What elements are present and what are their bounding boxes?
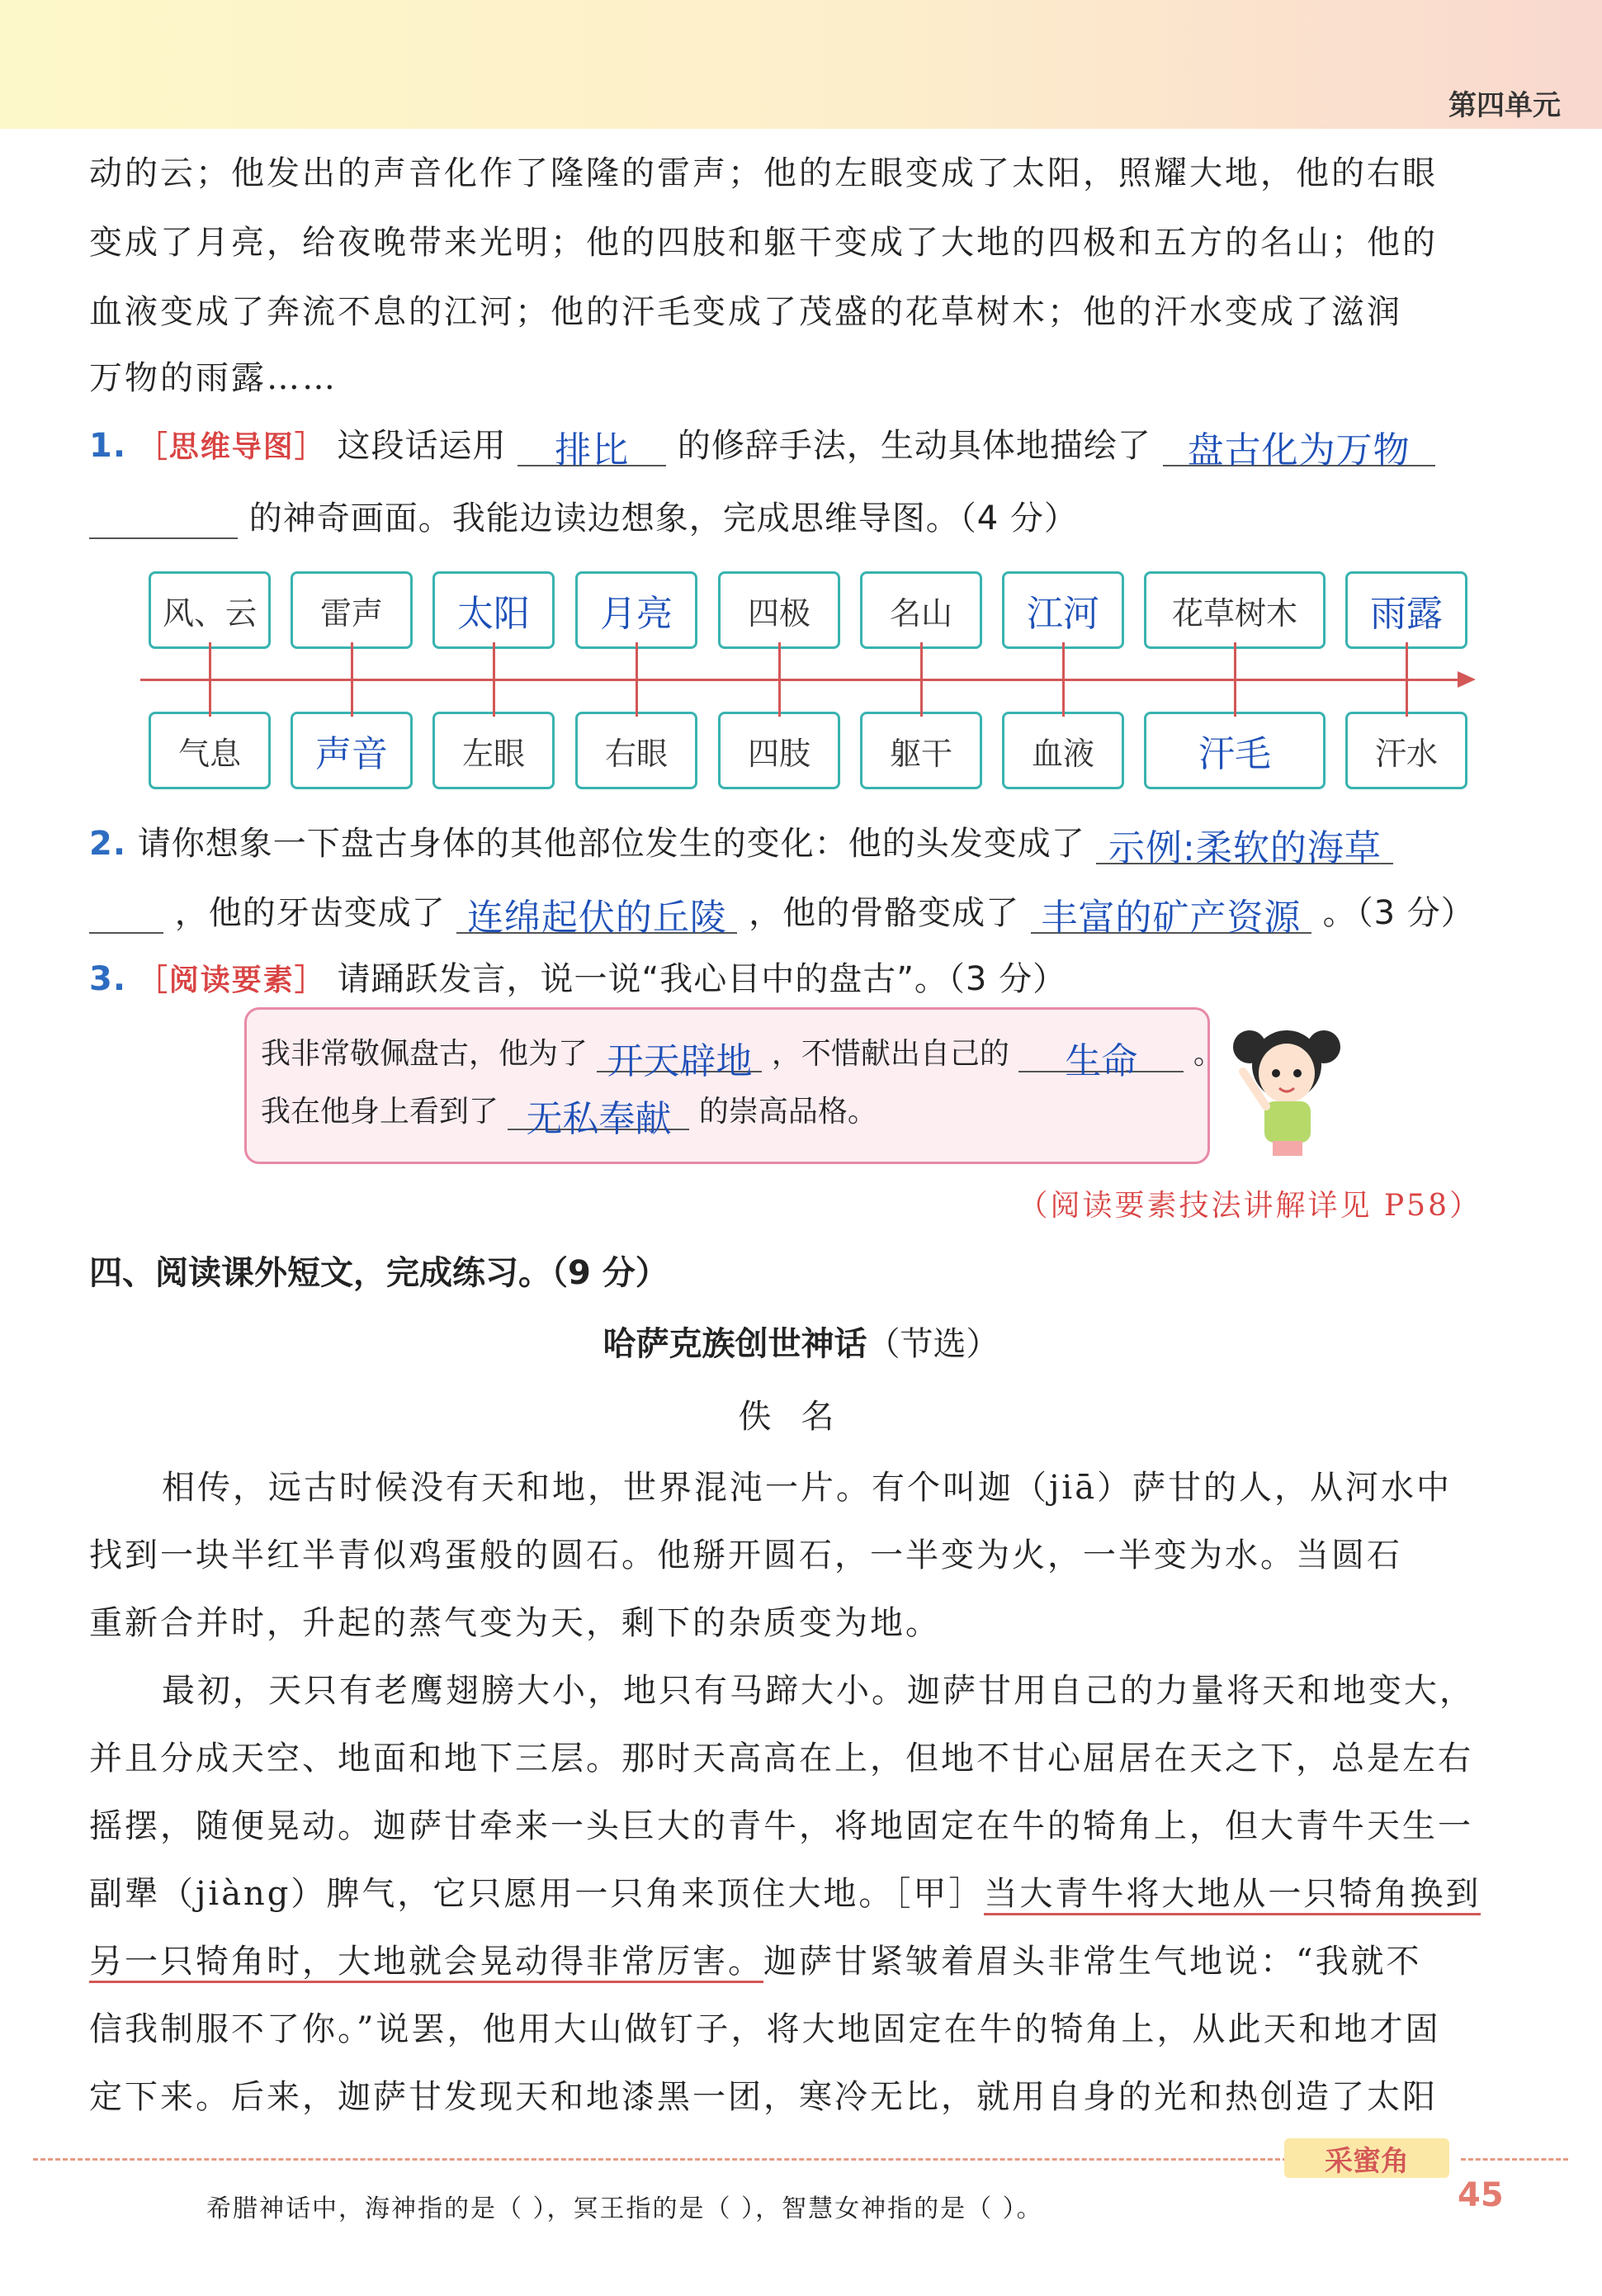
mind-map-connector (1406, 642, 1408, 717)
unit-label: 第四单元 (1448, 89, 1561, 122)
mind-map-box-bottom[interactable]: 汗毛 (1144, 712, 1326, 789)
underlined-sentence-cont: 另一只犄角时，大地就会晃动得非常厉害。 (89, 1943, 763, 1983)
q1-blank-b[interactable] (1163, 420, 1435, 471)
q2-line (89, 817, 1393, 869)
q2-number: 2. (89, 825, 127, 863)
bubble-text-b: ，不惜献出自己的 (771, 1037, 1009, 1071)
reading-tip-note: （阅读要素技法讲解详见 P58） (1018, 1189, 1481, 1223)
bubble-text-d: 我在他身上看到了 (261, 1095, 499, 1129)
q1-blank-a[interactable] (517, 420, 666, 471)
mind-map-connector (351, 642, 353, 717)
mind-map-box-top[interactable]: 雨露 (1345, 571, 1467, 649)
girl-illustration (1225, 1014, 1349, 1162)
mind-map-connector (493, 642, 495, 717)
q2-text-b: ，他的牙齿变成了 (174, 894, 446, 932)
q3-blank-a[interactable] (597, 1031, 762, 1082)
corner-tag: 采蜜角 (1284, 2138, 1449, 2178)
q2-line-2 (89, 887, 1475, 939)
bubble-line-1 (261, 1030, 1223, 1082)
q2-blank-c[interactable] (1031, 888, 1311, 939)
bubble-text-c: 。 (1193, 1037, 1223, 1071)
story-line-text: 迦萨甘紧皱着眉头非常生气地说：“我就不 (763, 1943, 1422, 1981)
page-number: 45 (1458, 2176, 1504, 2214)
q3-number: 3. (89, 960, 127, 998)
q2-answer-b: 连绵起伏的丘陵 (466, 897, 727, 939)
q2-blank-a[interactable] (1096, 818, 1393, 869)
mind-map-box-bottom[interactable]: 声音 (291, 712, 413, 789)
q1-blank-b-cont (89, 493, 238, 539)
q1-answer-a: 排比 (555, 429, 630, 471)
mind-map-box-top[interactable]: 太阳 (432, 571, 555, 649)
passage-line: 万物的雨露…… (89, 359, 338, 397)
mind-map-box-top: 花草树木 (1144, 571, 1326, 649)
q1-answer-b: 盘古化为万物 (1187, 429, 1411, 471)
mind-map-box-top: 名山 (860, 571, 982, 649)
marker-jia: ［甲］ (894, 1875, 985, 1913)
mind-map-connector (778, 642, 781, 717)
mind-map-box-bottom: 躯干 (860, 712, 982, 789)
mind-map-box-bottom: 气息 (149, 712, 271, 789)
mind-map-box-bottom: 血液 (1002, 712, 1124, 789)
passage-line: 变成了月亮，给夜晚带来光明；他的四肢和躯干变成了大地的四极和五方的名山；他的 (89, 224, 1438, 262)
mind-map-box-bottom: 左眼 (432, 712, 555, 789)
story-line (89, 1859, 1492, 1929)
footer-divider (1461, 2158, 1568, 2161)
q3-answer-c: 无私奉献 (526, 1098, 672, 1140)
mind-map-box-top[interactable]: 江河 (1002, 571, 1124, 649)
q1-line (89, 419, 1435, 471)
q2-text-c: ，他的骨骼变成了 (749, 894, 1020, 932)
story-title-main: 哈萨克族创世神话 (603, 1325, 867, 1363)
bubble-text-e: 的崇高品格。 (698, 1095, 877, 1129)
story-line: 相传，远古时候没有天和地，世界混沌一片。有个叫迦（jiā）萨甘的人，从河水中 (162, 1469, 1453, 1507)
story-line: 信我制服不了你。”说罢，他用大山做钉子，将大地固定在牛的犄角上，从此天和地才固 (89, 2010, 1441, 2048)
header-band (0, 0, 1602, 129)
mind-map-connector (1234, 642, 1236, 717)
story-line: 摇摆，随便晃动。迦萨甘牵来一头巨大的青牛，将地固定在牛的犄角上，但大青牛天生一 (89, 1807, 1473, 1845)
q1-text-b: 的修辞手法，生动具体地描绘了 (677, 427, 1151, 465)
q2-blank-b[interactable] (456, 888, 737, 939)
q2-blank-a-cont (89, 888, 163, 934)
q1-line-2 (89, 492, 1078, 539)
story-line-text: 副犟（jiàng）脾气，它只愿用一只角来顶住大地。 (89, 1875, 895, 1913)
story-author: 佚名 (738, 1398, 864, 1436)
q2-answer-c: 丰富的矿产资源 (1041, 897, 1302, 939)
q2-text-d: 。（3 分） (1322, 894, 1475, 932)
q3-answer-b: 生命 (1065, 1040, 1138, 1082)
story-line: 重新合并时，升起的蒸气变为天，剩下的杂质变为地。 (89, 1604, 941, 1642)
story-line: 最初，天只有老鹰翅膀大小，地只有马蹄大小。迦萨甘用自己的力量将天和地变大， (162, 1672, 1475, 1710)
story-line (89, 1927, 1492, 1996)
mind-map-box-top: 雷声 (291, 571, 413, 649)
bubble-text-a: 我非常敬佩盘古，他为了 (261, 1037, 588, 1071)
q2-answer-a: 示例:柔软的海草 (1108, 827, 1382, 869)
section-4-title: 四、阅读课外短文，完成练习。（9 分） (89, 1254, 669, 1292)
story-line: 定下来。后来，迦萨甘发现天和地漆黑一团，寒冷无比，就用自身的光和热创造了太阳 (89, 2078, 1438, 2116)
mind-map-connector (636, 642, 638, 717)
mind-map-box-bottom: 四肢 (718, 712, 840, 789)
q2-text-a: 请你想象一下盘古身体的其他部位发生的变化：他的头发变成了 (137, 825, 1085, 863)
story-line: 找到一块半红半青似鸡蛋般的圆石。他掰开圆石，一半变为火，一半变为水。当圆石 (89, 1536, 1402, 1574)
underlined-sentence: 当大青牛将大地从一只犄角换到 (984, 1875, 1481, 1915)
mind-map-arrow (1458, 671, 1476, 688)
mind-map-box-bottom: 汗水 (1345, 712, 1467, 789)
q3-blank-c[interactable] (508, 1089, 689, 1140)
mind-map-box-top: 四极 (718, 571, 840, 649)
story-line: 并且分成天空、地面和地下三层。那时天高高在上，但地不甘心屈居在天之下，总是左右 (89, 1740, 1473, 1778)
passage-line: 动的云；他发出的声音化作了隆隆的雷声；他的左眼变成了太阳，照耀大地，他的右眼 (89, 154, 1438, 192)
story-title-sub: （节选） (867, 1325, 999, 1363)
mind-map-connector (209, 642, 211, 717)
q1-number: 1. (89, 427, 127, 465)
q3-answer-a: 开天辟地 (607, 1040, 753, 1082)
mind-map-box-bottom: 右眼 (575, 712, 697, 789)
q1-text-a: 这段话运用 (337, 427, 507, 465)
mind-map-connector (920, 642, 923, 717)
q3-blank-b[interactable] (1018, 1031, 1184, 1082)
q1-tag: ［思维导图］ (137, 430, 326, 464)
story-title (0, 1318, 1602, 1365)
q3-text: 请踊跃发言，说一说“我心目中的盘古”。（3 分） (337, 960, 1067, 998)
mind-map-box-top: 风、云 (149, 571, 271, 649)
mind-map-box-top[interactable]: 月亮 (575, 571, 697, 649)
mind-map-axis (140, 679, 1461, 681)
bubble-line-2 (261, 1088, 877, 1140)
q1-text-c: 的神奇画面。我能边读边想象，完成思维导图。（4 分） (248, 499, 1078, 537)
passage-line: 血液变成了奔流不息的江河；他的汗毛变成了茂盛的花草树木；他的汗水变成了滋润 (89, 293, 1402, 331)
q3-tag: ［阅读要素］ (137, 963, 326, 997)
footer-question: 希腊神话中，海神指的是（ ），冥王指的是（ ），智慧女神指的是（ ）。 (206, 2194, 1043, 2223)
q3-line (89, 953, 1066, 1000)
mind-map-connector (1062, 642, 1065, 717)
footer-divider (33, 2158, 1288, 2161)
